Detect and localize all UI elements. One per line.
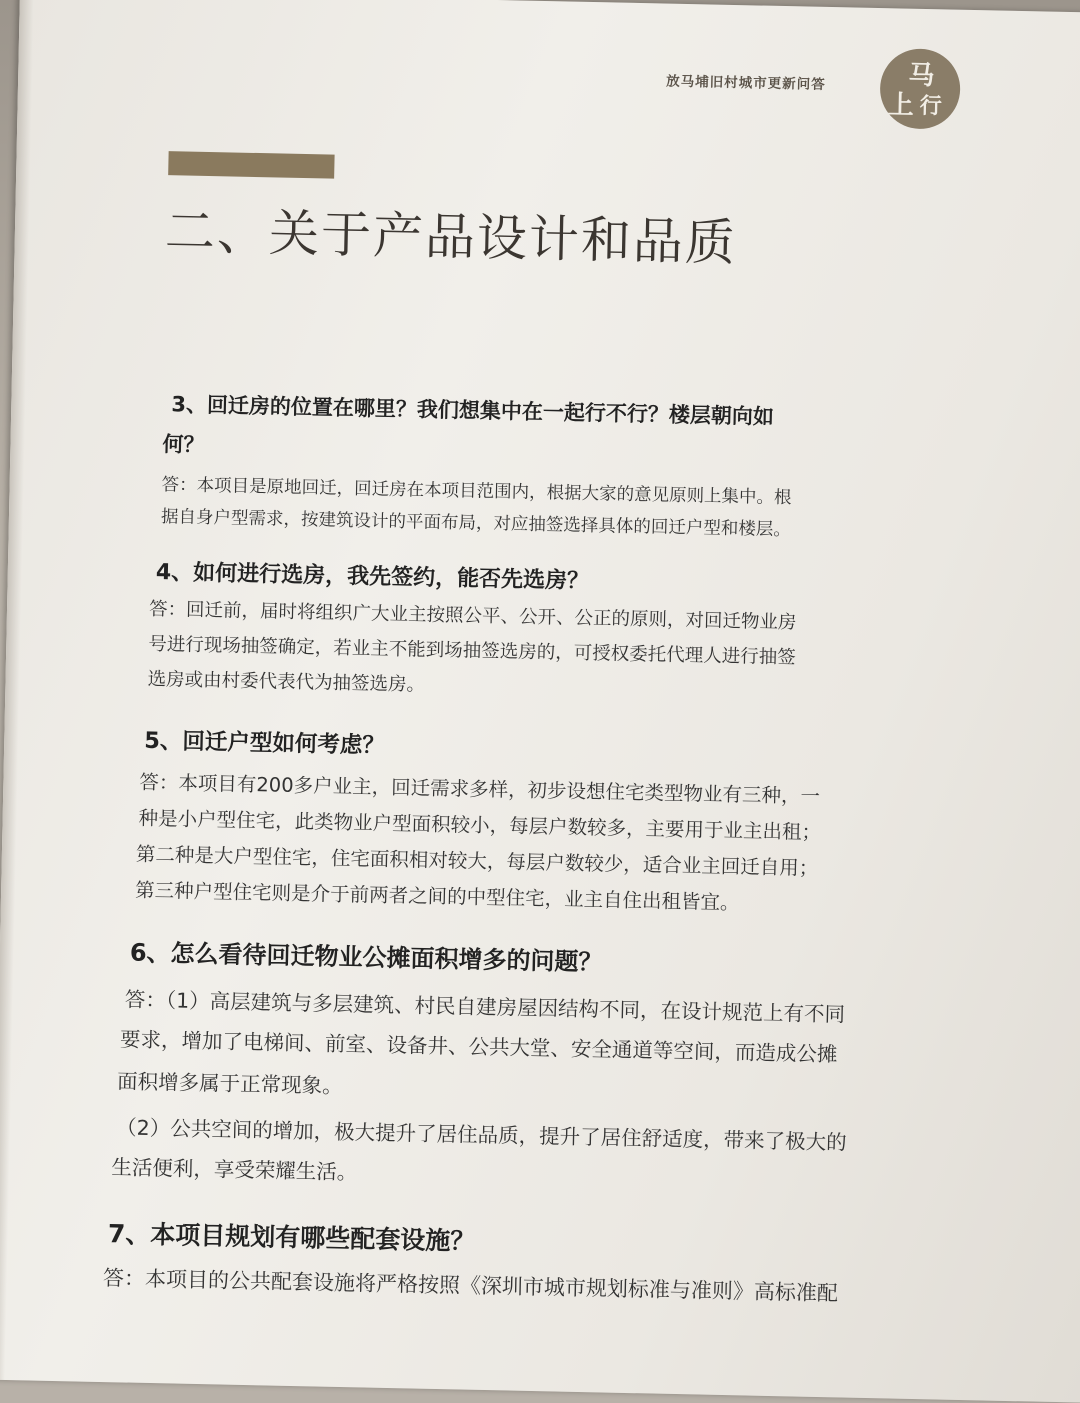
answer-line: 据自身户型需求，按建筑设计的平面布局，对应抽签选择具体的回迁户型和楼层。: [160, 507, 792, 541]
answer-line: （2）公共空间的增加，极大提升了居住品质，提升了居住舒适度，带来了极大的: [115, 1115, 847, 1155]
answer-line: 种是小户型住宅，此类物业户型面积较小，每层户数较多，主要用于业主出租；: [138, 806, 822, 844]
answer-line: 第二种是大户型住宅，住宅面积相对较大，每层户数较少，适合业主回迁自用；: [135, 842, 819, 880]
answer-line: 要求，增加了电梯间、前室、设备井、公共大堂、安全通道等空间，而造成公摊: [119, 1027, 838, 1067]
logo-char: 行: [919, 92, 943, 120]
answer-line: 号进行现场抽签确定，若业主不能到场抽签选房的，可授权委托代理人进行抽签: [148, 633, 796, 669]
logo-seal: [879, 48, 961, 130]
logo-char: 马: [908, 60, 935, 92]
logo-char: 上: [887, 90, 915, 121]
answer-line: 答：回迁前，届时将组织广大业主按照公平、公开、公正的原则，对回迁物业房: [148, 598, 797, 634]
answer-line: 答：本项目有200多户业主，回迁需求多样，初步设想住宅类型物业有三种，一: [139, 770, 821, 808]
section-accent-bar: [168, 151, 334, 178]
question-line: 6、怎么看待回迁物业公摊面积增多的问题？: [129, 938, 603, 977]
question-line: 4、如何进行选房，我先签约，能否先选房？: [155, 559, 590, 595]
answer-line: 选房或由村委代表代为抽签选房。: [147, 668, 426, 696]
answer-line: 第三种户型住宅则是介于前两者之间的中型住宅，业主自住出租皆宜。: [134, 878, 740, 915]
running-header: 放马埔旧村城市更新问答: [666, 73, 826, 93]
answer-line: 生活便利，享受荣耀生活。: [111, 1155, 358, 1185]
question-line: 7、本项目规划有哪些配套设施？: [107, 1219, 476, 1256]
question-line: 何？: [162, 432, 205, 457]
answer-line: 答：（1）高层建筑与多层建筑、村民自建房屋因结构不同，在设计规范上有不同: [124, 987, 846, 1027]
answer-line: 答：本项目的公共配套设施将严格按照《深圳市城市规划标准与准则》高标准配: [102, 1266, 839, 1306]
answer-line: 答：本项目是原地回迁，回迁房在本项目范围内，根据大家的意见原则上集中。根: [161, 475, 792, 509]
answer-line: 面积增多属于正常现象。: [116, 1069, 343, 1098]
question-line: 5、回迁户型如何考虑？: [144, 727, 386, 759]
question-line: 3、回迁房的位置在哪里？我们想集中在一起行不行？楼层朝向如: [171, 392, 775, 429]
section-title: 二、关于产品设计和品质: [164, 202, 738, 273]
